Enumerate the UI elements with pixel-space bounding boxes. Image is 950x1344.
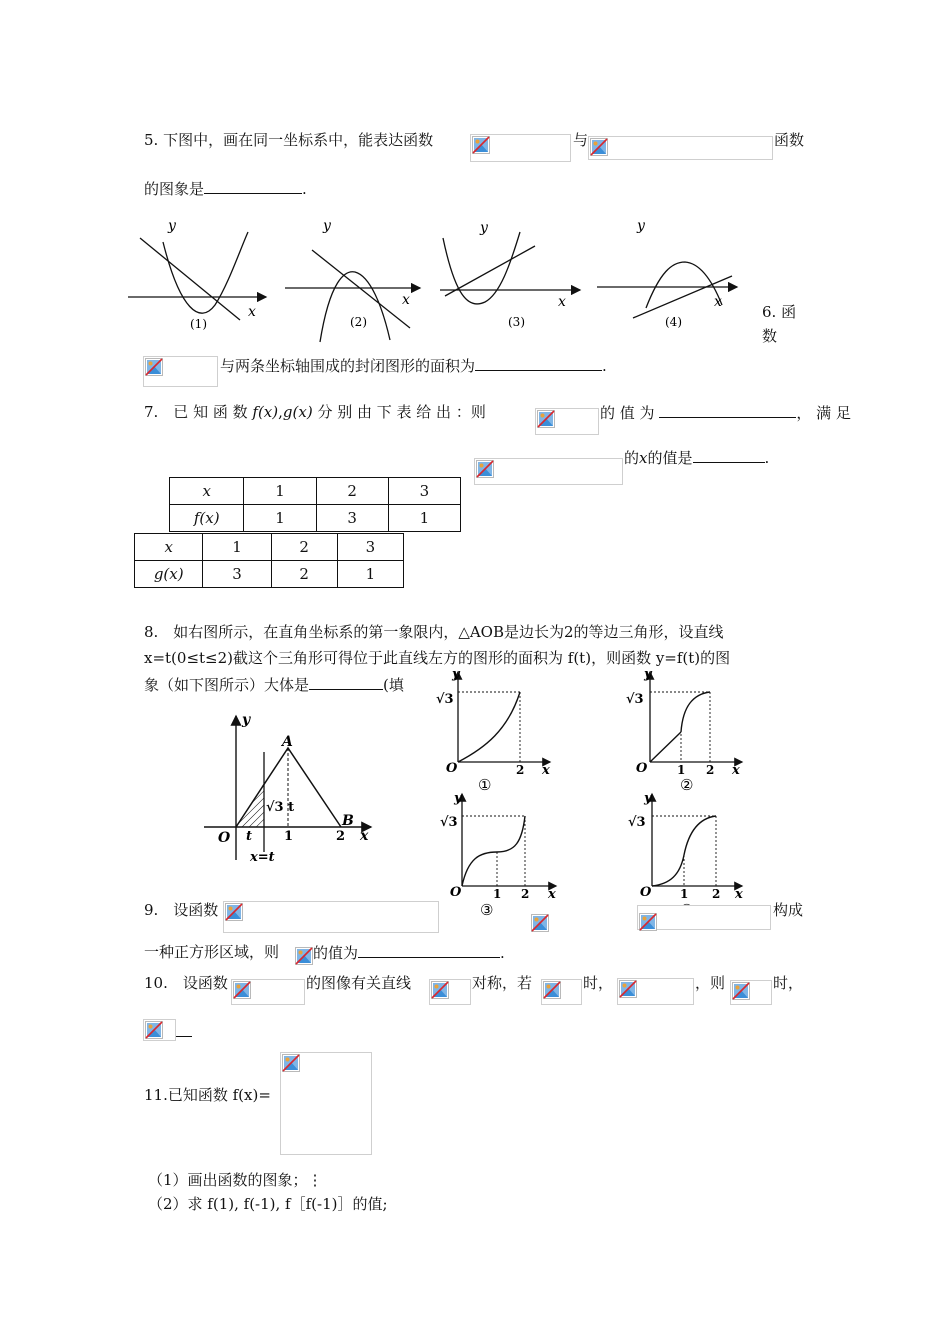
answer-blank[interactable] [475,355,602,371]
answer-blank[interactable] [176,1036,192,1037]
axis-y-label: y [644,791,652,806]
tick-1-label: 1 [284,829,294,844]
axis-x-label: x [735,887,743,902]
q6-number: 6. 函 [762,303,797,321]
table-row: f(x) 1 3 1 [170,505,461,532]
graph-label: (4) [665,315,682,329]
axis-y-label: y [480,220,488,236]
answer-blank[interactable] [659,402,796,418]
q5-line2: 的图象是 . [144,180,307,198]
tick-1-label: 1 [680,887,689,901]
axis-y-label: y [168,218,176,234]
line-label: x=t [250,850,275,865]
tick-2-label: 2 [521,887,530,901]
broken-image-icon [472,136,490,154]
axis-y-label: y [454,791,462,806]
q8-graph-2 [626,672,742,794]
axis-x-label: x [402,292,410,308]
broken-image-icon [619,980,637,998]
answer-blank[interactable] [693,447,765,463]
graph-label: (2) [350,315,367,329]
axis-x-label: x [542,763,550,778]
sqrt3-label: √3 [626,692,644,707]
sqrt3-label: √3 [436,692,454,707]
q5-line1 [144,130,433,150]
q11-sub1: （1）画出函数的图象；⋮ [148,1171,323,1189]
origin-label: O [640,885,652,900]
t-tick-label: t [246,829,253,844]
q10-text: 的图像有关直线 [306,974,412,992]
formula-image [529,918,549,930]
axis-x-label: x [248,304,256,320]
graph-label: ① [478,776,492,794]
q9-prefix: 9. 设函数 [144,901,219,919]
formula-image [637,905,771,930]
q10-text: ，则 [695,974,726,992]
table-row: x 1 2 3 [135,534,404,561]
axis-x-label: x [732,763,740,778]
q8-option-graphs [0,667,950,930]
q5-prefix: 5. 下图中，画在同一坐标系中，能表达函数 [144,131,434,149]
axis-y-label: y [644,667,652,682]
origin-label: O [450,885,462,900]
q5-graph-1 [128,218,266,331]
formula-image [143,1019,176,1041]
table-f [169,477,461,532]
axis-y-label: y [452,667,460,682]
q6-number-cont: 数 [762,327,778,345]
broken-image-icon [282,1054,300,1072]
q10-text: 时， [773,974,804,992]
broken-image-icon [543,981,561,999]
answer-blank[interactable] [358,942,500,958]
formula-image [143,356,218,387]
q9-suffix: 构成 [773,901,804,919]
q8-line3: 象（如下图所示）大体是 (填 [144,676,404,694]
broken-image-icon [145,1021,163,1039]
q11-sub2: （2）求 f(1), f(-1), f［f(-1)］的值; [148,1195,388,1213]
axis-x-label: x [548,887,556,902]
broken-image-icon [145,358,163,376]
q5-graphs [0,210,950,370]
formula-image [429,979,471,1005]
sqrt3-label: √3 [440,815,458,830]
formula-image [588,136,773,160]
tick-2-label: 2 [336,829,346,844]
formula-image [280,1052,372,1155]
q8-graph-4 [628,791,743,919]
origin-label: O [446,761,458,776]
q10-text: 对称，若 [472,974,533,992]
q9-line2: 一种正方形区域，则 [144,943,280,961]
axis-y-label: y [637,218,645,234]
sqrt3-label: √3 [628,815,646,830]
q7-line2: 的x的值是 . [624,449,770,467]
tick-2-label: 2 [706,763,715,777]
formula-image [294,945,312,965]
q5-graph-4 [597,218,737,329]
tick-1-label: 1 [493,887,502,901]
axis-y-label: y [242,712,251,728]
height-label: √3 t [266,800,295,815]
q5-graph-3 [440,220,580,329]
broken-image-icon [233,981,251,999]
tick-1-label: 1 [677,763,686,777]
graph-label: (3) [508,315,525,329]
formula-image [470,134,571,162]
formula-image [730,980,772,1005]
q5-mid: 与 [573,131,589,149]
vertex-b-label: B [342,813,354,829]
graph-label: (1) [190,317,207,331]
axis-x-label: x [558,294,566,310]
graph-label: ③ [480,901,494,919]
q5-suffix: 函数 [774,131,805,149]
q8-line2: x=t(0≤t≤2)截这个三角形可得位于此直线左方的图形的面积为 f(t)，则函数 y=f(t)的图 [144,649,731,667]
axis-y-label: y [323,218,331,234]
answer-blank[interactable] [204,178,302,194]
q10-prefix: 10. 设函数 [144,974,228,992]
broken-image-icon [590,138,608,156]
q8-graph-3 [440,791,556,919]
broken-image-icon [537,410,555,428]
broken-image-icon [531,914,549,932]
formula-image [617,978,694,1005]
origin-label: O [636,761,648,776]
formula-image [535,408,599,435]
q8-line1: 8. 如右图所示，在直角坐标系的第一象限内，△AOB是边长为2的等边三角形，设直线 [144,623,724,641]
tick-2-label: 2 [516,763,525,777]
table-row: x 1 2 3 [170,478,461,505]
formula-image [223,901,439,933]
formula-image [231,979,305,1005]
axis-x-label: x [714,294,722,310]
q9-line2b: 的值为 . [313,944,505,962]
graph-label: ② [680,776,694,794]
vertex-a-label: A [282,734,293,750]
broken-image-icon [431,981,449,999]
table-row: g(x) 3 2 1 [135,561,404,588]
q11-prefix: 11.已知函数 f(x)= [144,1086,271,1104]
q7-line1: 7. 已 知 函 数 f(x),g(x) 分 别 由 下 表 给 出 ：则 [144,403,486,421]
q5-graph-2 [285,218,420,342]
table-g [134,533,404,588]
broken-image-icon [295,947,313,965]
formula-image [474,458,623,485]
broken-image-icon [225,903,243,921]
origin-label: O [218,830,231,846]
q6-line: 与两条坐标轴围成的封闭图形的面积为 . [220,357,607,375]
tick-2-label: 2 [712,887,721,901]
q10-text: 时， [583,974,614,992]
axis-x-label: x [360,828,369,844]
broken-image-icon [639,913,657,931]
formula-image [541,979,582,1005]
broken-image-icon [732,982,750,1000]
broken-image-icon [476,460,494,478]
q7-line1b: 的 值 为 ， 满 足 [600,404,851,422]
q8-graph-1 [436,672,550,794]
